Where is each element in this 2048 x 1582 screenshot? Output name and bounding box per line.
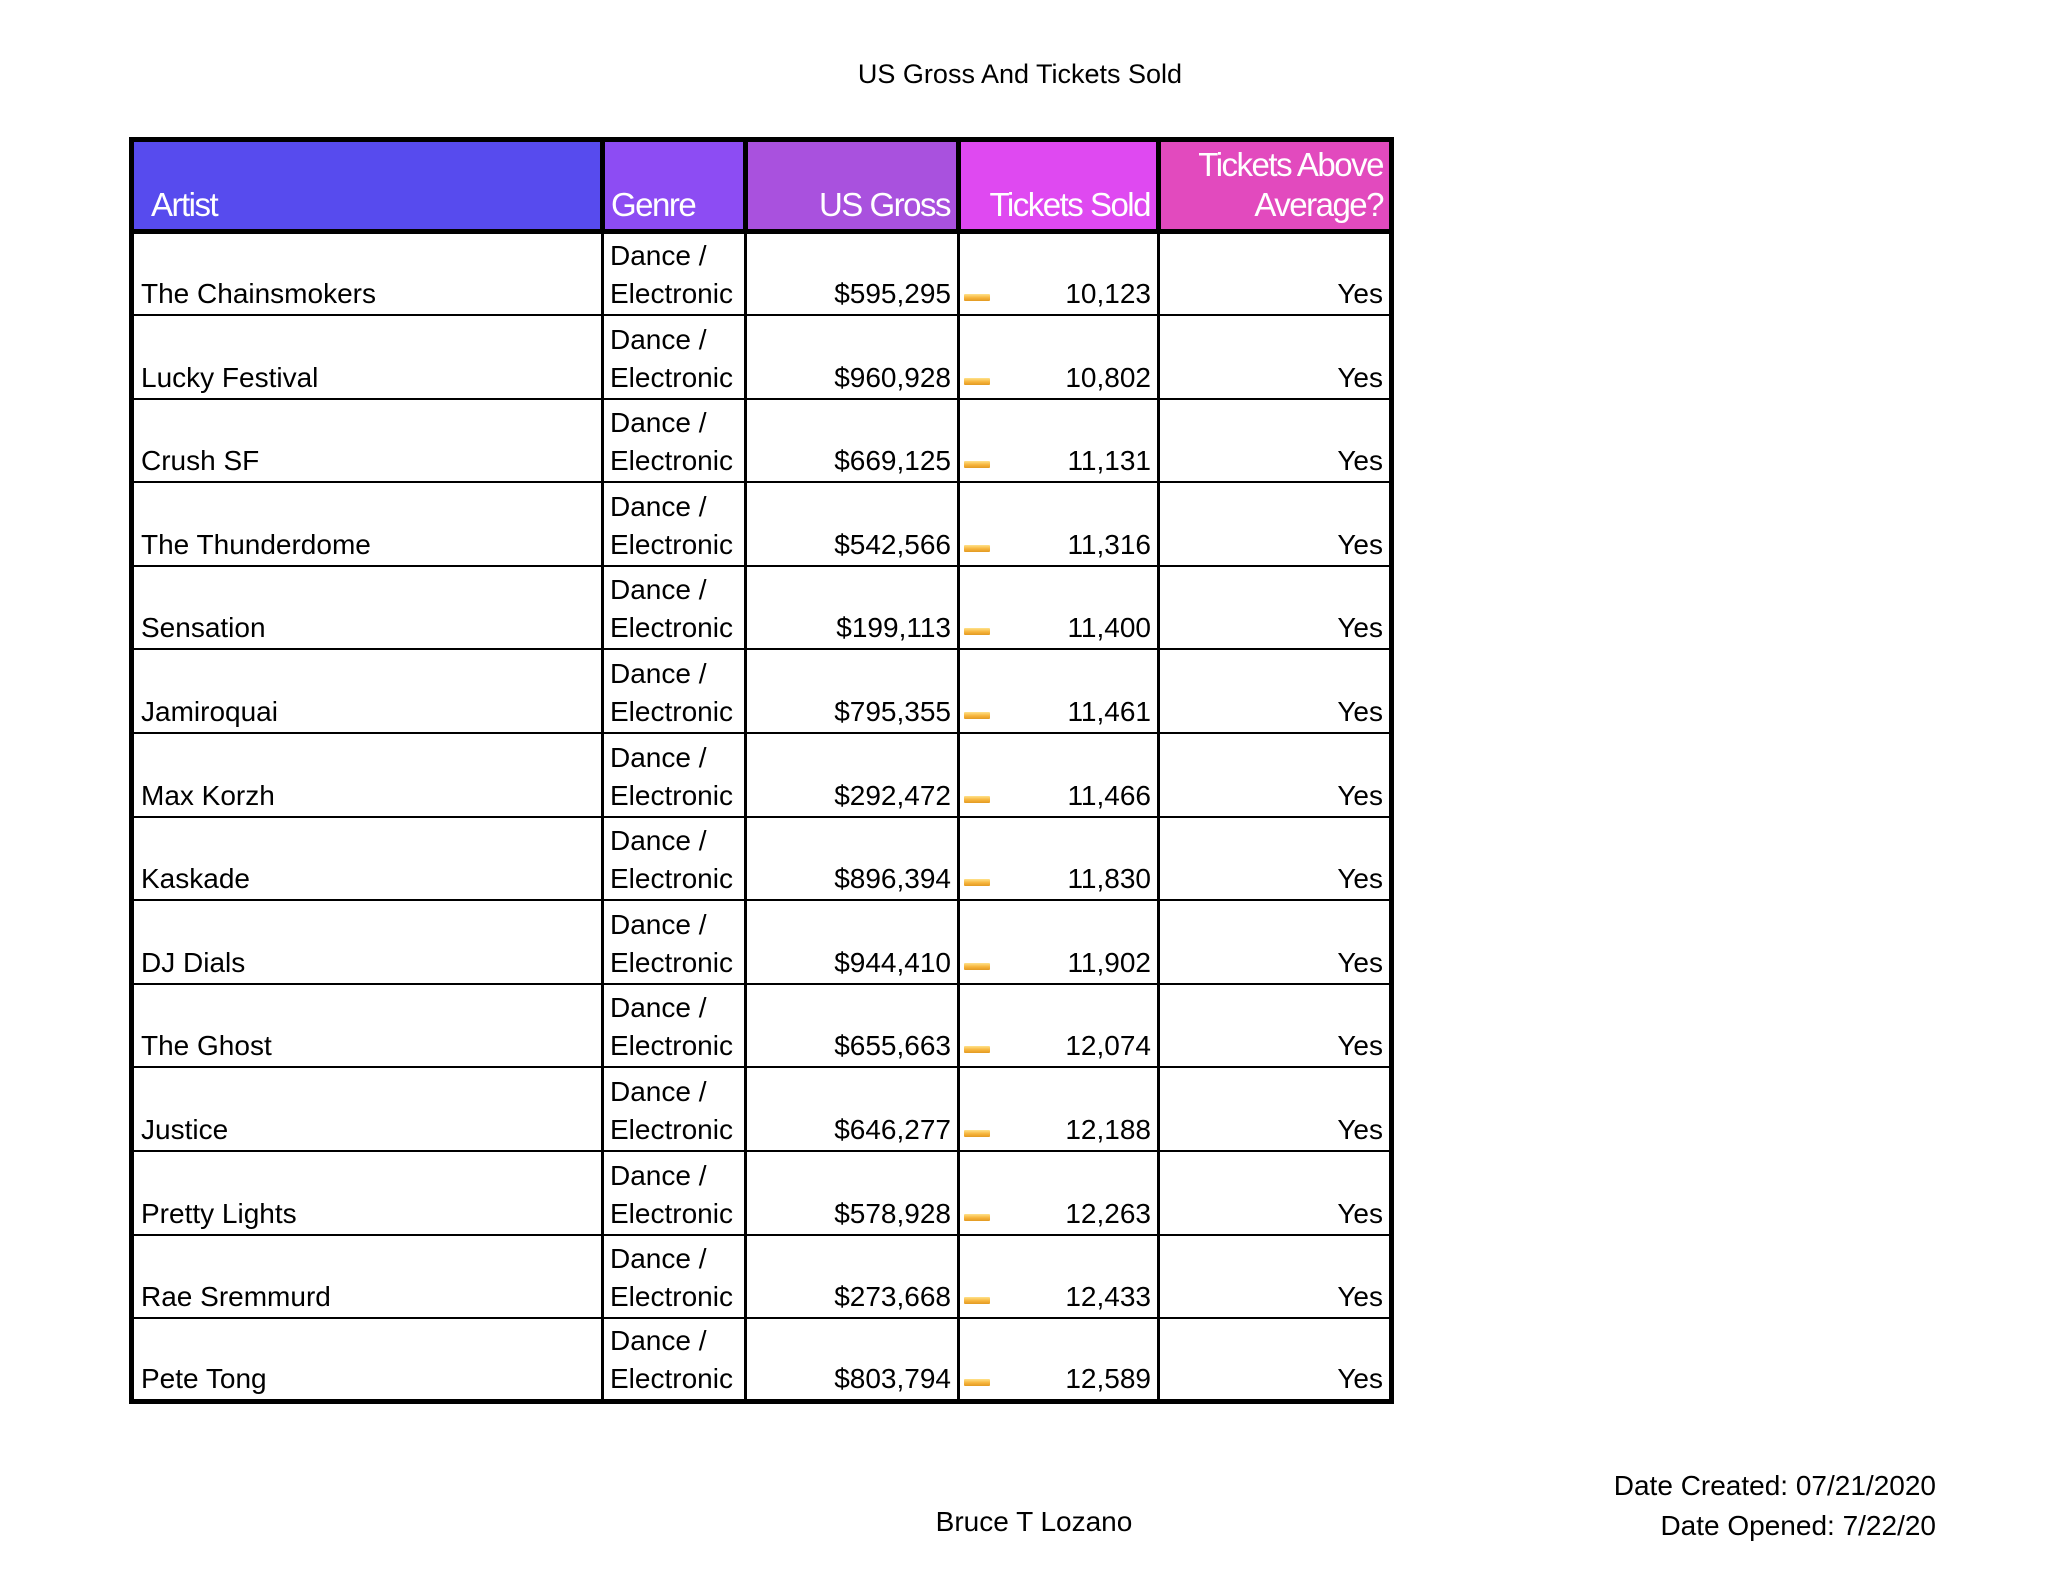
tickets-sold-cell[interactable]: [959, 232, 1159, 316]
artist-cell[interactable]: The Ghost: [132, 984, 603, 1068]
tickets-above-average-cell[interactable]: Yes: [1159, 900, 1392, 984]
tickets-above-average-cell[interactable]: Yes: [1159, 1067, 1392, 1151]
tickets-sold-cell[interactable]: [959, 1067, 1159, 1151]
us-gross-cell[interactable]: $273,668: [746, 1235, 959, 1319]
table-row: [132, 399, 1392, 483]
table-row: [132, 1235, 1392, 1319]
tickets-above-average-cell[interactable]: Yes: [1159, 399, 1392, 483]
table-row: [132, 1067, 1392, 1151]
genre-cell[interactable]: [603, 1318, 746, 1402]
table-row: [132, 482, 1392, 566]
genre-cell[interactable]: [603, 315, 746, 399]
header-us-gross[interactable]: US Gross: [746, 140, 959, 232]
page-title: US Gross And Tickets Sold: [857, 59, 1183, 89]
genre-line2: Electronic: [610, 361, 733, 393]
genre-line2: Electronic: [610, 1281, 733, 1313]
artist-cell[interactable]: Justice: [132, 1067, 603, 1151]
tickets-sold-value: 11,131: [1067, 445, 1151, 477]
table-row: [132, 232, 1392, 316]
artist-cell[interactable]: Pretty Lights: [132, 1151, 603, 1235]
genre-line1: Dance /: [610, 992, 707, 1024]
artist-cell[interactable]: Sensation: [132, 566, 603, 650]
data-bar-icon: [964, 1379, 990, 1386]
header-genre[interactable]: Genre: [603, 140, 746, 232]
genre-line1: Dance /: [610, 1325, 707, 1357]
date-created: Date Created: 07/21/2020: [1613, 1470, 1936, 1501]
tickets-sold-cell[interactable]: [959, 315, 1159, 399]
genre-cell[interactable]: [603, 1235, 746, 1319]
header-tickets-sold[interactable]: Tickets Sold: [959, 140, 1159, 232]
tickets-above-average-cell[interactable]: Yes: [1159, 984, 1392, 1068]
us-gross-cell[interactable]: $646,277: [746, 1067, 959, 1151]
genre-line1: Dance /: [610, 323, 707, 355]
genre-line2: Electronic: [610, 696, 733, 728]
tickets-sold-value: 11,902: [1067, 946, 1151, 978]
header-artist[interactable]: Artist: [132, 140, 603, 232]
genre-line1: Dance /: [610, 908, 707, 940]
data-bar-icon: [964, 294, 990, 301]
us-gross-cell[interactable]: $669,125: [746, 399, 959, 483]
genre-cell[interactable]: [603, 984, 746, 1068]
artist-cell[interactable]: Max Korzh: [132, 733, 603, 817]
data-bar-icon: [964, 963, 990, 970]
genre-line2: Electronic: [610, 528, 733, 560]
us-gross-cell[interactable]: $795,355: [746, 649, 959, 733]
footer-author: Bruce T Lozano: [935, 1506, 1133, 1537]
tickets-sold-value: 11,461: [1067, 696, 1151, 728]
tickets-sold-cell[interactable]: [959, 1151, 1159, 1235]
tickets-above-average-cell[interactable]: Yes: [1159, 733, 1392, 817]
table-row: [132, 1318, 1392, 1402]
genre-line1: Dance /: [610, 490, 707, 522]
tickets-sold-cell[interactable]: [959, 900, 1159, 984]
genre-line1: Dance /: [610, 741, 707, 773]
us-gross-cell[interactable]: $655,663: [746, 984, 959, 1068]
genre-cell[interactable]: [603, 733, 746, 817]
data-bar-icon: [964, 461, 990, 468]
tickets-above-average-cell[interactable]: Yes: [1159, 1151, 1392, 1235]
artist-cell[interactable]: Lucky Festival: [132, 315, 603, 399]
tickets-sold-value: 12,188: [1065, 1114, 1151, 1146]
artist-cell[interactable]: Crush SF: [132, 399, 603, 483]
genre-line1: Dance /: [610, 240, 707, 272]
us-gross-cell[interactable]: $199,113: [746, 566, 959, 650]
footer-dates: [1614, 1466, 1936, 1546]
genre-line2: Electronic: [610, 278, 733, 310]
us-gross-cell[interactable]: $542,566: [746, 482, 959, 566]
genre-cell[interactable]: [603, 232, 746, 316]
tickets-sold-cell[interactable]: [959, 399, 1159, 483]
header-above-line1: Tickets Above: [1198, 146, 1383, 183]
data-bar-icon: [964, 879, 990, 886]
tickets-above-average-cell[interactable]: Yes: [1159, 315, 1392, 399]
header-above-line2: Average?: [1254, 186, 1383, 223]
tickets-above-average-cell[interactable]: Yes: [1159, 232, 1392, 316]
tickets-above-average-cell[interactable]: Yes: [1159, 566, 1392, 650]
tickets-sold-cell[interactable]: [959, 566, 1159, 650]
tickets-sold-value: 10,123: [1065, 278, 1151, 310]
table-row: [132, 817, 1392, 901]
table-row: [132, 649, 1392, 733]
us-gross-cell[interactable]: $595,295: [746, 232, 959, 316]
genre-line1: Dance /: [610, 1076, 707, 1108]
data-bar-icon: [964, 378, 990, 385]
artist-cell[interactable]: Jamiroquai: [132, 649, 603, 733]
artist-cell[interactable]: The Chainsmokers: [141, 278, 376, 310]
us-gross-cell[interactable]: $803,794: [746, 1318, 959, 1402]
date-opened: Date Opened: 7/22/20: [1660, 1510, 1936, 1541]
tickets-sold-value: 12,433: [1065, 1281, 1151, 1313]
us-gross-cell[interactable]: $896,394: [746, 817, 959, 901]
tickets-above-average-cell[interactable]: Yes: [1159, 817, 1392, 901]
genre-line2: Electronic: [610, 1363, 733, 1395]
genre-cell[interactable]: [603, 900, 746, 984]
tickets-above-average-cell[interactable]: Yes: [1159, 1318, 1392, 1402]
tickets-sold-value: 12,263: [1065, 1197, 1151, 1229]
table-header-row: [132, 140, 1392, 232]
data-bar-icon: [964, 545, 990, 552]
us-gross-cell[interactable]: $292,472: [746, 733, 959, 817]
tickets-sold-value: 12,074: [1065, 1030, 1151, 1062]
artist-cell[interactable]: Kaskade: [132, 817, 603, 901]
tickets-sold-cell[interactable]: [959, 984, 1159, 1068]
artist-cell[interactable]: Rae Sremmurd: [132, 1235, 603, 1319]
genre-line1: Dance /: [610, 1243, 707, 1275]
genre-line1: Dance /: [610, 1159, 707, 1191]
data-bar-icon: [964, 1214, 990, 1221]
data-bar-icon: [964, 1297, 990, 1304]
tickets-above-average-cell[interactable]: Yes: [1159, 1235, 1392, 1319]
genre-line2: Electronic: [610, 445, 733, 477]
tickets-sold-cell[interactable]: [959, 1235, 1159, 1319]
table-row: [132, 900, 1392, 984]
genre-line1: Dance /: [610, 574, 707, 606]
genre-line1: Dance /: [610, 825, 707, 857]
tickets-sold-cell[interactable]: [959, 649, 1159, 733]
genre-line1: Dance /: [610, 658, 707, 690]
data-table: [129, 137, 1394, 1404]
tickets-above-average-cell[interactable]: Yes: [1159, 649, 1392, 733]
tickets-sold-value: 11,466: [1067, 779, 1151, 811]
data-bar-icon: [964, 1046, 990, 1053]
tickets-sold-value: 11,830: [1067, 863, 1151, 895]
tickets-sold-cell[interactable]: [959, 733, 1159, 817]
genre-cell[interactable]: [603, 399, 746, 483]
genre-line2: Electronic: [610, 612, 733, 644]
genre-line2: Electronic: [610, 946, 733, 978]
tickets-sold-value: 10,802: [1065, 361, 1151, 393]
tickets-sold-cell[interactable]: [959, 482, 1159, 566]
tickets-sold-value: 11,316: [1067, 528, 1151, 560]
header-tickets-above-average[interactable]: [1159, 140, 1392, 232]
genre-line2: Electronic: [610, 1197, 733, 1229]
tickets-sold-cell[interactable]: [959, 817, 1159, 901]
genre-line2: Electronic: [610, 779, 733, 811]
genre-cell[interactable]: [603, 1067, 746, 1151]
tickets-sold-value: 12,589: [1065, 1363, 1151, 1395]
us-gross-cell[interactable]: $944,410: [746, 900, 959, 984]
tickets-sold-cell[interactable]: [959, 1318, 1159, 1402]
data-bar-icon: [964, 628, 990, 635]
genre-cell[interactable]: [603, 482, 746, 566]
table-row: [132, 984, 1392, 1068]
data-bar-icon: [964, 796, 990, 803]
genre-line2: Electronic: [610, 1030, 733, 1062]
genre-cell[interactable]: [603, 817, 746, 901]
table-row: [132, 315, 1392, 399]
tickets-sold-value: 11,400: [1067, 612, 1151, 644]
tickets-above-average-cell[interactable]: Yes: [1159, 482, 1392, 566]
table-row: [132, 733, 1392, 817]
genre-line2: Electronic: [610, 1114, 733, 1146]
genre-cell[interactable]: [603, 566, 746, 650]
us-gross-cell[interactable]: $960,928: [746, 315, 959, 399]
table-row: [132, 1151, 1392, 1235]
data-bar-icon: [964, 712, 990, 719]
genre-line1: Dance /: [610, 407, 707, 439]
genre-cell[interactable]: [603, 1151, 746, 1235]
genre-cell[interactable]: [603, 649, 746, 733]
us-gross-cell[interactable]: $578,928: [746, 1151, 959, 1235]
table-row: [132, 566, 1392, 650]
artist-cell[interactable]: The Thunderdome: [132, 482, 603, 566]
genre-line2: Electronic: [610, 863, 733, 895]
data-bar-icon: [964, 1130, 990, 1137]
artist-cell[interactable]: DJ Dials: [132, 900, 603, 984]
artist-cell[interactable]: Pete Tong: [132, 1318, 603, 1402]
